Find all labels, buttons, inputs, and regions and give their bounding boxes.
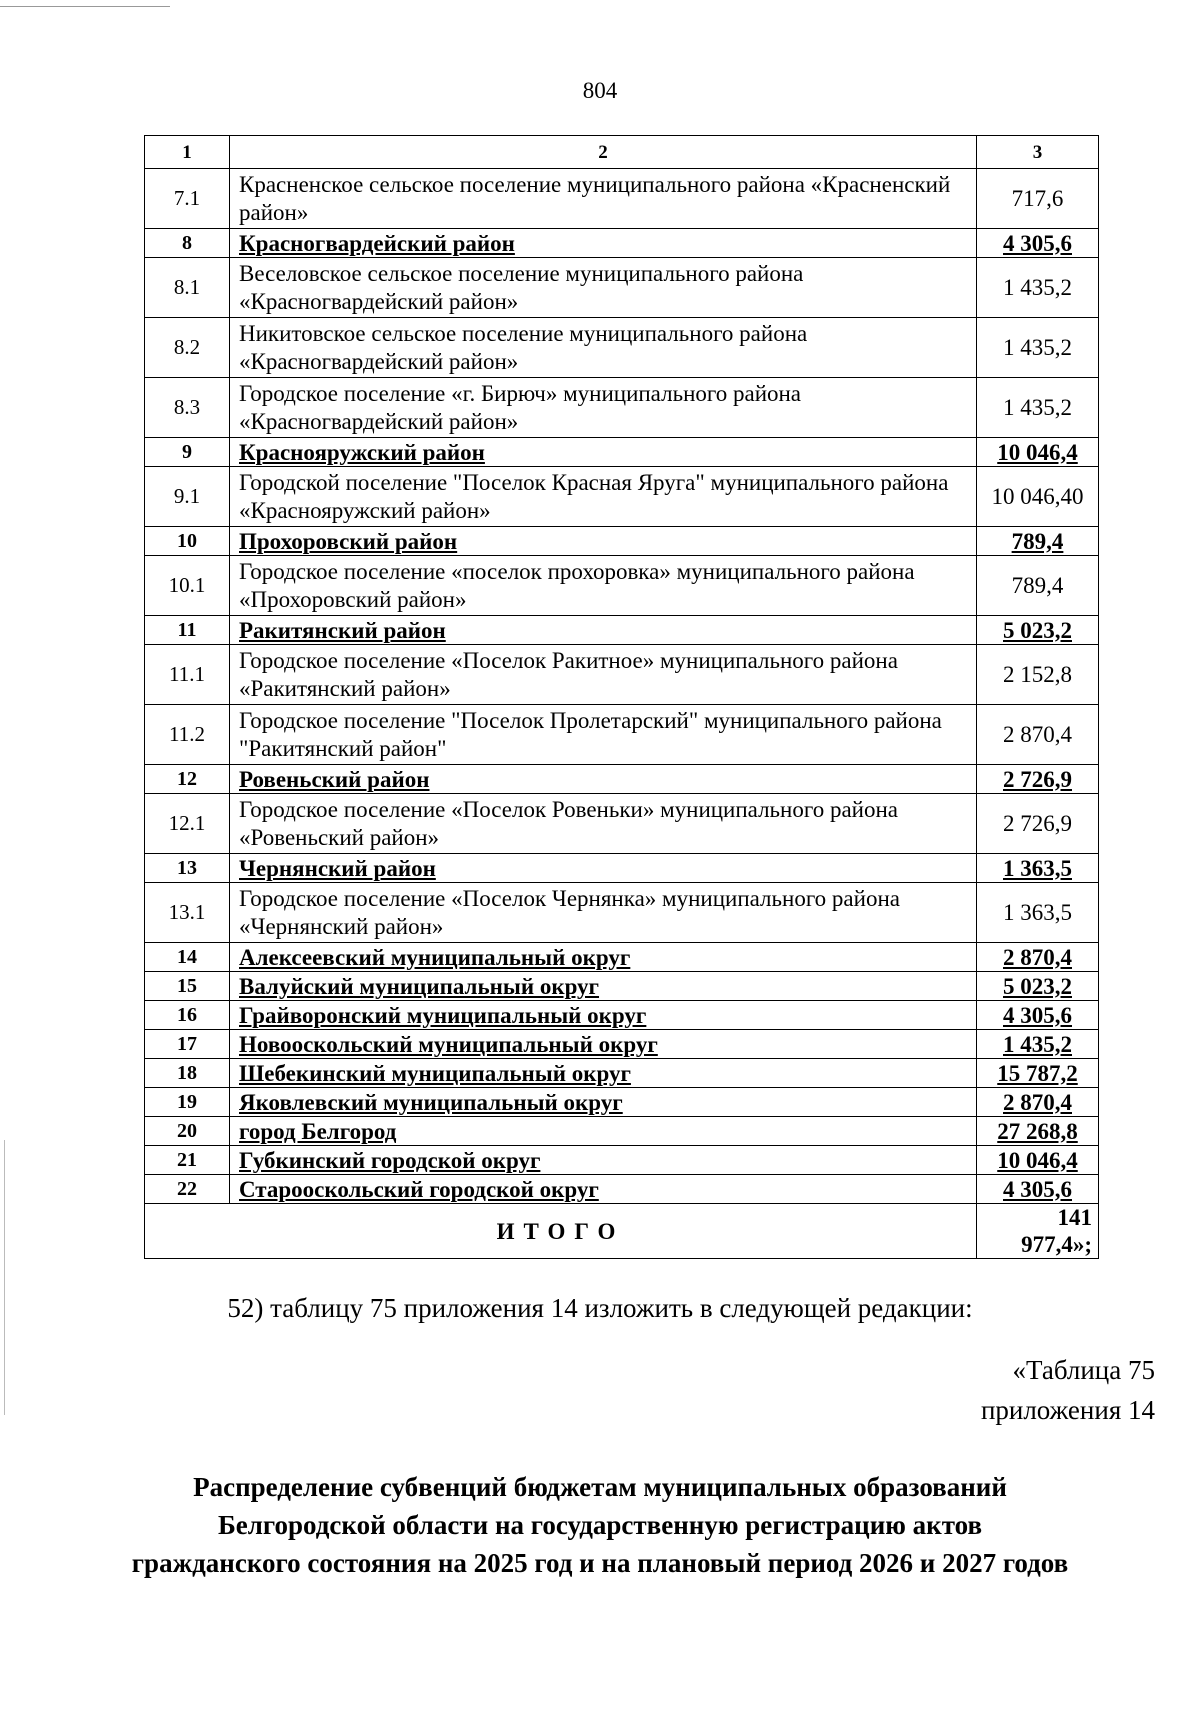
table-reference-line: «Таблица 75 — [1012, 1355, 1155, 1385]
district-total-row — [145, 438, 1099, 467]
top-edge-rule — [0, 6, 170, 7]
subsidy-amount: 2 152,8 — [977, 645, 1099, 705]
subsidy-amount: 1 435,2 — [977, 318, 1099, 378]
municipality-name: Прохоровский район — [230, 527, 977, 556]
subsidy-amount: 2 726,9 — [977, 765, 1099, 794]
subsidy-amount: 5 023,2 — [977, 616, 1099, 645]
municipality-name: Городской поселение "Поселок Красная Яруга" муниципального района «Краснояружский район» — [230, 467, 977, 527]
distribution-heading — [0, 1468, 1200, 1582]
subsidy-amount: 2 870,4 — [977, 1088, 1099, 1117]
municipality-name: Грайворонский муниципальный округ — [230, 1001, 977, 1030]
municipality-name: Ракитянский район — [230, 616, 977, 645]
amendment-instruction: 52) таблицу 75 приложения 14 изложить в следующей редакции: — [227, 1293, 973, 1323]
row-number: 18 — [145, 1059, 230, 1088]
subsidy-amount: 10 046,4 — [977, 1146, 1099, 1175]
subsidy-amount: 2 870,4 — [977, 943, 1099, 972]
settlement-row — [145, 169, 1099, 229]
heading-line-1: Распределение субвенций бюджетам муниципальных образований — [193, 1472, 1007, 1502]
municipality-name: Шебекинский муниципальный округ — [230, 1059, 977, 1088]
row-number: 13.1 — [145, 883, 230, 943]
municipality-name: Яковлевский муниципальный округ — [230, 1088, 977, 1117]
municipality-name: Городское поселение «Поселок Ровеньки» муниципального района «Ровеньский район» — [230, 794, 977, 854]
district-total-row — [145, 1088, 1099, 1117]
municipality-name: Городское поселение «поселок прохоровка» муниципального района «Прохоровский район» — [230, 556, 977, 616]
row-number: 10 — [145, 527, 230, 556]
table-reference — [981, 1350, 1155, 1430]
district-total-row — [145, 765, 1099, 794]
district-total-row — [145, 616, 1099, 645]
subsidy-amount: 789,4 — [977, 556, 1099, 616]
column-header-number: 1 — [145, 136, 230, 169]
row-number: 8 — [145, 229, 230, 258]
district-total-row — [145, 1146, 1099, 1175]
row-number: 11.2 — [145, 705, 230, 765]
district-total-row — [145, 1117, 1099, 1146]
municipality-name: Красненское сельское поселение муниципального района «Красненский район» — [230, 169, 977, 229]
left-margin-line — [4, 1140, 5, 1415]
grand-total-label: ИТОГО — [145, 1204, 977, 1259]
district-total-row — [145, 1030, 1099, 1059]
subsidy-amount: 1 435,2 — [977, 258, 1099, 318]
subsidy-table — [144, 135, 1099, 1259]
row-number: 13 — [145, 854, 230, 883]
district-total-row — [145, 1059, 1099, 1088]
settlement-row — [145, 258, 1099, 318]
district-total-row — [145, 1175, 1099, 1204]
district-total-row — [145, 229, 1099, 258]
settlement-row — [145, 705, 1099, 765]
table-body — [145, 136, 1099, 1259]
municipality-name: Алексеевский муниципальный округ — [230, 943, 977, 972]
subsidy-amount: 717,6 — [977, 169, 1099, 229]
municipality-name: Городское поселение «г. Бирюч» муниципального района «Красногвардейский район» — [230, 378, 977, 438]
subsidy-amount: 27 268,8 — [977, 1117, 1099, 1146]
municipality-name: Новооскольский муниципальный округ — [230, 1030, 977, 1059]
municipality-name: Старооскольский городской округ — [230, 1175, 977, 1204]
row-number: 20 — [145, 1117, 230, 1146]
row-number: 11 — [145, 616, 230, 645]
appendix-reference-line: приложения 14 — [980, 1395, 1155, 1425]
subsidy-amount: 15 787,2 — [977, 1059, 1099, 1088]
municipality-name: Краснояружский район — [230, 438, 977, 467]
row-number: 9.1 — [145, 467, 230, 527]
row-number: 12.1 — [145, 794, 230, 854]
municipality-name: Городское поселение «Поселок Ракитное» муниципального района «Ракитянский район» — [230, 645, 977, 705]
subsidy-amount: 1 363,5 — [977, 883, 1099, 943]
subsidy-amount: 10 046,40 — [977, 467, 1099, 527]
row-number: 12 — [145, 765, 230, 794]
municipality-name: Веселовское сельское поселение муниципального района «Красногвардейский район» — [230, 258, 977, 318]
subsidy-amount: 2 870,4 — [977, 705, 1099, 765]
row-number: 9 — [145, 438, 230, 467]
municipality-name: Губкинский городской округ — [230, 1146, 977, 1175]
settlement-row — [145, 883, 1099, 943]
subsidy-amount: 2 726,9 — [977, 794, 1099, 854]
settlement-row — [145, 645, 1099, 705]
district-total-row — [145, 943, 1099, 972]
district-total-row — [145, 527, 1099, 556]
settlement-row — [145, 467, 1099, 527]
district-total-row — [145, 972, 1099, 1001]
subsidy-amount: 1 435,2 — [977, 378, 1099, 438]
district-total-row — [145, 854, 1099, 883]
heading-line-2: Белгородской области на государственную регистрацию актов — [217, 1510, 983, 1540]
municipality-name: Городское поселение "Поселок Пролетарский" муниципального района "Ракитянский район" — [230, 705, 977, 765]
row-number: 10.1 — [145, 556, 230, 616]
municipality-name: Чернянский район — [230, 854, 977, 883]
row-number: 15 — [145, 972, 230, 1001]
row-number: 14 — [145, 943, 230, 972]
row-number: 22 — [145, 1175, 230, 1204]
row-number: 8.2 — [145, 318, 230, 378]
row-number: 8.1 — [145, 258, 230, 318]
grand-total-row — [145, 1204, 1099, 1259]
municipality-name: Городское поселение «Поселок Чернянка» муниципального района «Чернянский район» — [230, 883, 977, 943]
row-number: 21 — [145, 1146, 230, 1175]
district-total-row — [145, 1001, 1099, 1030]
row-number: 11.1 — [145, 645, 230, 705]
grand-total-value: 141 977,4»; — [977, 1204, 1099, 1259]
row-number: 17 — [145, 1030, 230, 1059]
municipality-name: Красногвардейский район — [230, 229, 977, 258]
municipality-name: город Белгород — [230, 1117, 977, 1146]
column-header-name: 2 — [230, 136, 977, 169]
municipality-name: Никитовское сельское поселение муниципального района «Красногвардейский район» — [230, 318, 977, 378]
subsidy-amount: 1 435,2 — [977, 1030, 1099, 1059]
settlement-row — [145, 794, 1099, 854]
subsidy-amount: 1 363,5 — [977, 854, 1099, 883]
subsidy-amount: 4 305,6 — [977, 1001, 1099, 1030]
municipality-name: Ровеньский район — [230, 765, 977, 794]
subsidy-amount: 10 046,4 — [977, 438, 1099, 467]
subsidy-amount: 5 023,2 — [977, 972, 1099, 1001]
settlement-row — [145, 378, 1099, 438]
table-header-row — [145, 136, 1099, 169]
row-number: 8.3 — [145, 378, 230, 438]
settlement-row — [145, 556, 1099, 616]
subsidy-amount: 4 305,6 — [977, 1175, 1099, 1204]
row-number: 7.1 — [145, 169, 230, 229]
municipality-name: Валуйский муниципальный округ — [230, 972, 977, 1001]
column-header-value: 3 — [977, 136, 1099, 169]
subsidy-amount: 4 305,6 — [977, 229, 1099, 258]
heading-line-3: гражданского состояния на 2025 год и на плановый период 2026 и 2027 годов — [131, 1548, 1069, 1578]
settlement-row — [145, 318, 1099, 378]
row-number: 19 — [145, 1088, 230, 1117]
page-number: 804 — [582, 78, 618, 103]
row-number: 16 — [145, 1001, 230, 1030]
subsidy-amount: 789,4 — [977, 527, 1099, 556]
